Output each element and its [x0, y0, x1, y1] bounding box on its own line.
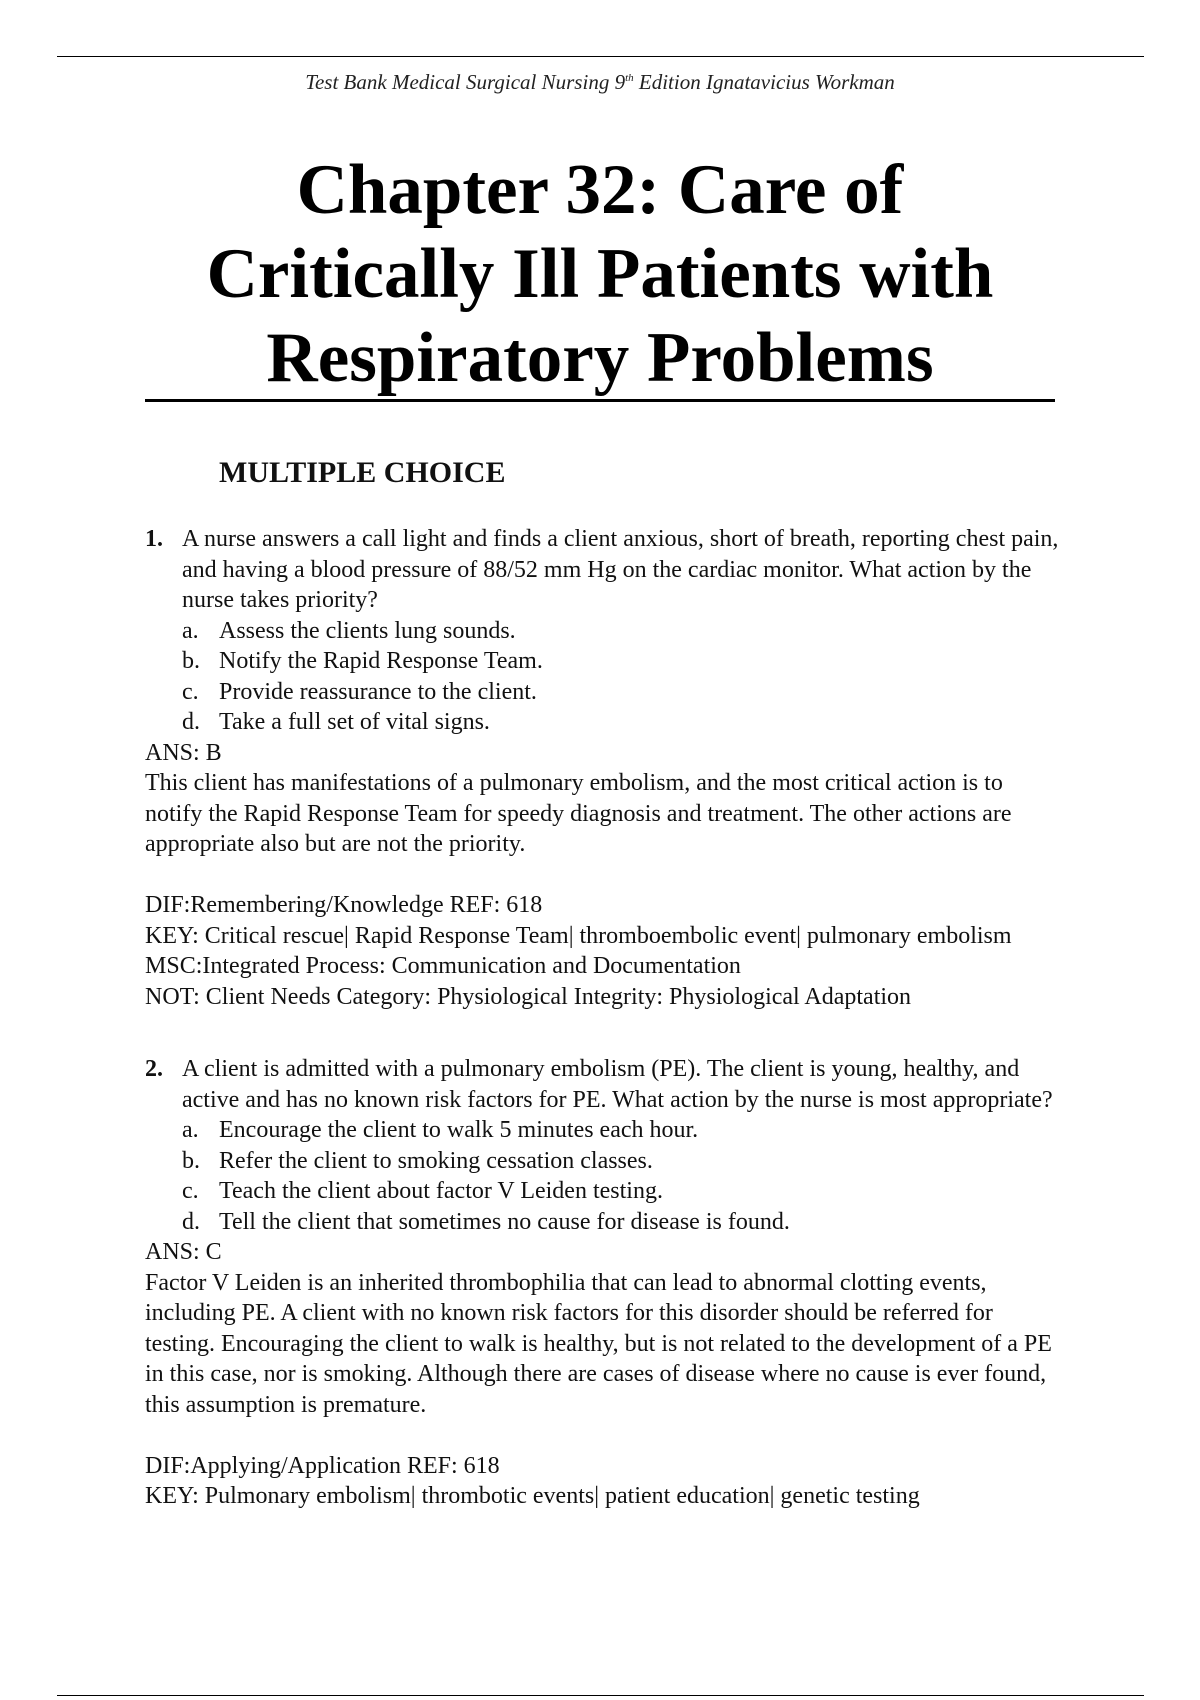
chapter-title-line-2: Critically Ill Patients with: [206, 235, 994, 313]
key-line: KEY: Pulmonary embolism| thrombotic events| patient education| genetic testing: [145, 1483, 920, 1509]
option-text: Provide reassurance to the client.: [219, 678, 537, 705]
question-number: 1.: [145, 526, 163, 552]
option-letter: d.: [182, 709, 200, 735]
dif-ref-line: DIF:Remembering/Knowledge REF: 618: [145, 892, 543, 918]
dif-ref-line: DIF:Applying/Application REF: 618: [145, 1452, 500, 1479]
option-letter: c.: [182, 1178, 199, 1204]
top-rule: [57, 56, 1144, 57]
option-letter: a.: [182, 1117, 199, 1143]
option-letter: d.: [182, 1208, 200, 1235]
option-letter: b.: [182, 648, 200, 674]
answer-key: ANS: C: [145, 1239, 222, 1265]
option-a: [145, 1115, 1065, 1146]
option-b: [145, 646, 1065, 677]
rationale: Factor V Leiden is an inherited thrombophilia that can lead to abnormal clotting events, including PE. A client with no known risk factors for this disorder should be referred for testing. Encouraging the client to walk is healthy, but is not related to the development of a PE in this case, nor is smoking. Although there are cases of disease where no cause is ever found, this assumption is premature.: [145, 1269, 1052, 1418]
option-text: Notify the Rapid Response Team.: [219, 648, 543, 674]
rationale: This client has manifestations of a pulmonary embolism, and the most critical action is to notify the Rapid Response Team for speedy diagnosis and treatment. The other actions are appropriate also but are not the priority.: [145, 770, 1012, 857]
question-number: 2.: [145, 1056, 163, 1082]
question-metadata: [145, 890, 1065, 1012]
section-heading: MULTIPLE CHOICE: [219, 456, 506, 489]
option-d: [145, 707, 1065, 738]
key-msc-line: KEY: Critical rescue| Rapid Response Team| thromboembolic event| pulmonary embolism MSC:Integrated Process: Communication and Documentation: [145, 922, 1012, 979]
question-metadata: [145, 1451, 1065, 1512]
question-1: [145, 524, 1065, 1012]
option-c: [145, 1176, 1065, 1207]
option-c: [145, 677, 1065, 708]
bottom-rule: [57, 1695, 1144, 1696]
not-line: NOT: Client Needs Category: Physiological Integrity: Physiological Adaptation: [145, 983, 912, 1010]
running-title-sup: th: [625, 72, 634, 84]
option-text: Assess the clients lung sounds.: [219, 617, 516, 644]
option-a: [145, 616, 1065, 647]
question-2: [145, 1054, 1065, 1512]
running-header: [0, 70, 1200, 95]
option-b: [145, 1146, 1065, 1177]
chapter-title-line-1: Chapter 32: Care of: [296, 151, 904, 229]
title-rule: [145, 399, 1055, 402]
question-stem: [145, 524, 1065, 616]
chapter-title: [145, 148, 1055, 400]
option-letter: b.: [182, 1147, 200, 1174]
question-stem-text: A client is admitted with a pulmonary embolism (PE). The client is young, healthy, and active and has no known risk factors for PE. What action by the nurse is most appropriate?: [182, 1056, 1053, 1113]
question-stem-text: A nurse answers a call light and finds a client anxious, short of breath, reporting chest pain, and having a blood pressure of 88/52 mm Hg on the cardiac monitor. What action by the nurse takes priority?: [182, 526, 1059, 613]
option-text: Tell the client that sometimes no cause for disease is found.: [219, 1208, 790, 1235]
option-d: [145, 1207, 1065, 1238]
option-text: Encourage the client to walk 5 minutes each hour.: [219, 1117, 699, 1143]
option-letter: c.: [182, 678, 199, 705]
answer-key: ANS: B: [145, 739, 222, 766]
answer-options: [145, 616, 1065, 738]
question-stem: [145, 1054, 1065, 1115]
chapter-title-line-3: Respiratory Problems: [266, 319, 934, 397]
option-letter: a.: [182, 617, 199, 644]
option-text: Take a full set of vital signs.: [219, 709, 490, 735]
answer-options: [145, 1115, 1065, 1237]
running-title-suffix: Edition Ignatavicius Workman: [633, 70, 895, 94]
option-text: Teach the client about factor V Leiden testing.: [219, 1178, 663, 1204]
running-title-prefix: Test Bank Medical Surgical Nursing 9: [305, 70, 626, 94]
option-text: Refer the client to smoking cessation classes.: [219, 1147, 653, 1174]
